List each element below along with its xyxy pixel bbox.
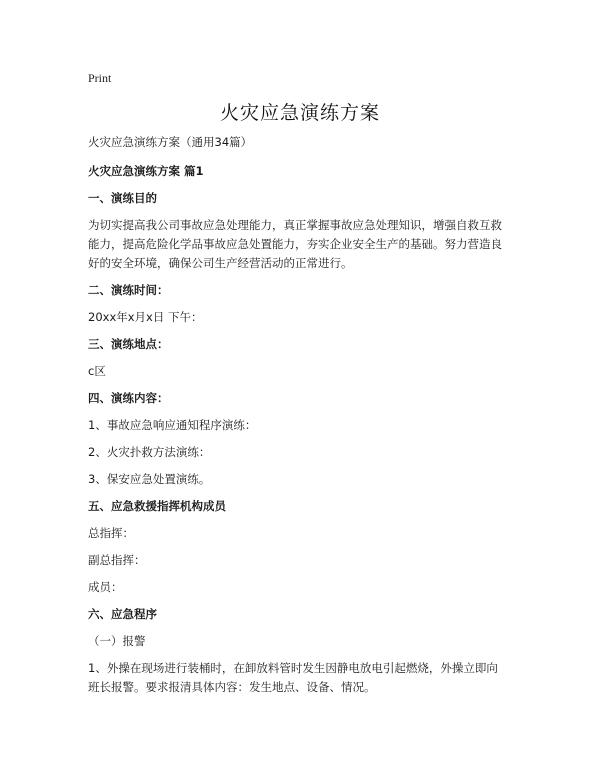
heading-command-members: 五、应急救援指挥机构成员 <box>88 499 226 513</box>
heading-content: 四、演练内容： <box>88 391 169 405</box>
paragraph-alarm-line-1: 1、外操在现场进行装桶时，在卸放料管时发生因静电放电引起燃烧，外操立即向 <box>88 661 498 675</box>
section-title: 火灾应急演练方案 篇1 <box>88 164 204 178</box>
heading-purpose: 一、演练目的 <box>88 191 157 205</box>
document-title: 火灾应急演练方案 <box>219 102 380 124</box>
heading-time: 二、演练时间： <box>88 283 169 297</box>
paragraph-purpose-line-2: 能力，提高危险化学品事故应急处置能力，夯实企业安全生产的基础。努力营造良 <box>88 237 502 251</box>
drill-location: c区 <box>88 364 106 378</box>
document-body <box>88 133 528 697</box>
drill-time: 20xx年x月x日 下午： <box>88 310 203 324</box>
content-item-2: 2、火灾扑救方法演练： <box>88 445 211 459</box>
content-item-1: 1、事故应急响应通知程序演练： <box>88 418 257 432</box>
content-item-3: 3、保安应急处置演练。 <box>88 472 211 486</box>
members-label: 成员： <box>88 580 123 594</box>
subheading-alarm: （一）报警 <box>88 634 146 648</box>
heading-location: 三、演练地点： <box>88 337 169 351</box>
paragraph-alarm-line-2: 班长报警。要求报清具体内容：发生地点、设备、情况。 <box>88 680 376 694</box>
heading-procedure: 六、应急程序 <box>88 607 157 621</box>
vice-commander-label: 副总指挥： <box>88 553 146 567</box>
commander-label: 总指挥： <box>88 526 134 540</box>
document-subtitle: 火灾应急演练方案（通用34篇） <box>88 135 253 149</box>
paragraph-purpose-line-1: 为切实提高我公司事故应急处理能力，真正掌握事故应急处理知识，增强自救互救 <box>88 218 502 232</box>
print-label[interactable]: Print <box>88 71 112 85</box>
paragraph-purpose-line-3: 好的安全环境，确保公司生产经营活动的正常进行。 <box>88 256 353 270</box>
